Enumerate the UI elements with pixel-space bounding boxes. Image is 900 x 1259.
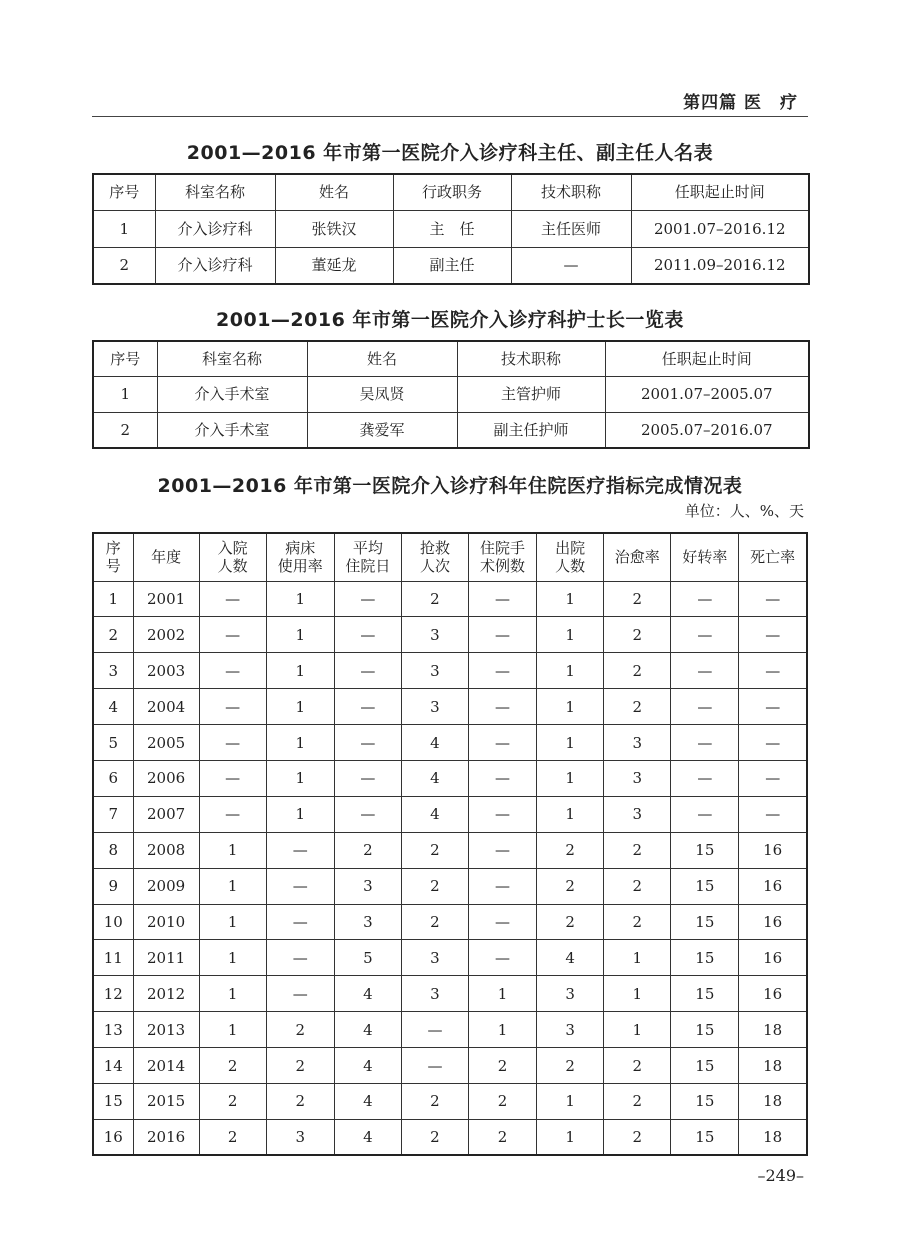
table-cell: — xyxy=(739,796,807,832)
table-cell: 16 xyxy=(739,832,807,868)
table-cell: 1 xyxy=(199,976,266,1012)
column-header-line: 住院手 xyxy=(480,539,526,558)
column-header xyxy=(401,533,468,581)
table-cell: 2001.07–2016.12 xyxy=(631,210,809,247)
table-cell: — xyxy=(469,725,537,761)
table-cell: — xyxy=(739,653,807,689)
table-cell: 13 xyxy=(93,1012,133,1048)
table-cell: 15 xyxy=(671,904,739,940)
inpatient-indicators-table xyxy=(92,532,808,1156)
table-cell: 介入诊疗科 xyxy=(155,247,275,284)
table-row xyxy=(93,581,807,617)
table3-title: 2001—2016 年市第一医院介入诊疗科年住院医疗指标完成情况表 xyxy=(157,475,743,497)
table-cell: 2004 xyxy=(133,689,199,725)
table-cell: 4 xyxy=(537,940,604,976)
table-cell: 2011.09–2016.12 xyxy=(631,247,809,284)
table-cell: — xyxy=(469,904,537,940)
table-cell: 3 xyxy=(401,617,468,653)
table-cell: — xyxy=(334,760,401,796)
table-cell: — xyxy=(739,689,807,725)
table-cell: 4 xyxy=(401,796,468,832)
table-cell: 1 xyxy=(93,210,155,247)
table-cell: 3 xyxy=(334,868,401,904)
column-header-line: 好转率 xyxy=(682,548,728,567)
table-cell: 2 xyxy=(604,1083,671,1119)
table-cell: 15 xyxy=(671,868,739,904)
table-cell: 5 xyxy=(93,725,133,761)
table-cell: — xyxy=(199,581,266,617)
table-cell: 16 xyxy=(739,868,807,904)
table-cell: — xyxy=(334,725,401,761)
table-cell: 2001.07–2005.07 xyxy=(605,376,809,412)
column-header xyxy=(671,533,739,581)
table-cell: 1 xyxy=(604,976,671,1012)
table-cell: 副主任 xyxy=(393,247,511,284)
table-cell: — xyxy=(469,868,537,904)
table-cell: — xyxy=(334,581,401,617)
column-header-line: 治愈率 xyxy=(614,548,660,567)
table-cell: 1 xyxy=(604,1012,671,1048)
column-header-line: 序 xyxy=(105,539,121,558)
table-cell: 2 xyxy=(537,1048,604,1084)
table-cell: 16 xyxy=(739,940,807,976)
table-cell: — xyxy=(739,760,807,796)
table-cell: 11 xyxy=(93,940,133,976)
table-cell: — xyxy=(469,617,537,653)
table-cell: 2 xyxy=(604,832,671,868)
table-cell: 3 xyxy=(537,1012,604,1048)
table-cell: 2013 xyxy=(133,1012,199,1048)
table-cell: — xyxy=(469,796,537,832)
table-row xyxy=(93,412,809,448)
table-cell: 2 xyxy=(93,247,155,284)
table-cell: 1 xyxy=(93,581,133,617)
table-cell: 15 xyxy=(671,832,739,868)
table-cell: 15 xyxy=(671,940,739,976)
table-cell: 2005 xyxy=(133,725,199,761)
table-cell: 1 xyxy=(537,1119,604,1155)
table-cell: 18 xyxy=(739,1012,807,1048)
table-cell: — xyxy=(199,796,266,832)
table-cell: 2 xyxy=(401,1083,468,1119)
table-cell: 1 xyxy=(537,689,604,725)
table-cell: — xyxy=(266,904,334,940)
table-cell: 3 xyxy=(401,976,468,1012)
table-cell: 1 xyxy=(266,653,334,689)
table-cell: 6 xyxy=(93,760,133,796)
table-cell: — xyxy=(671,725,739,761)
column-header xyxy=(604,533,671,581)
table-cell: 1 xyxy=(199,940,266,976)
table-cell: 2 xyxy=(93,412,157,448)
table-cell: 1 xyxy=(537,653,604,689)
table-cell: 2009 xyxy=(133,868,199,904)
column-header: 任职起止时间 xyxy=(631,174,809,210)
table-cell: 18 xyxy=(739,1119,807,1155)
table-cell: 1 xyxy=(537,581,604,617)
table-cell: 18 xyxy=(739,1048,807,1084)
table-cell: 1 xyxy=(537,725,604,761)
column-header xyxy=(537,533,604,581)
table-cell: 18 xyxy=(739,1083,807,1119)
table-cell: 3 xyxy=(604,760,671,796)
table-row xyxy=(93,689,807,725)
column-header-line: 人数 xyxy=(555,557,586,576)
table-cell: 1 xyxy=(266,689,334,725)
table-cell: 15 xyxy=(671,976,739,1012)
table-cell: 2 xyxy=(469,1083,537,1119)
table-cell: 2 xyxy=(604,1048,671,1084)
table-cell: 3 xyxy=(401,689,468,725)
table-row xyxy=(93,725,807,761)
column-header-line: 年度 xyxy=(151,548,182,567)
column-header: 姓名 xyxy=(275,174,393,210)
table-cell: — xyxy=(199,725,266,761)
column-header-line: 人次 xyxy=(419,557,450,576)
table-cell: 介入诊疗科 xyxy=(155,210,275,247)
table-cell: — xyxy=(401,1048,468,1084)
table-cell: 2 xyxy=(266,1048,334,1084)
table-cell: — xyxy=(739,725,807,761)
table-cell: 1 xyxy=(537,617,604,653)
table-cell: 1 xyxy=(266,796,334,832)
column-header: 序号 xyxy=(93,174,155,210)
table-cell: 2 xyxy=(401,868,468,904)
table-cell: 2 xyxy=(537,904,604,940)
column-header: 序号 xyxy=(93,341,157,376)
table-cell: 2006 xyxy=(133,760,199,796)
column-header-line: 病床 xyxy=(285,539,316,558)
column-header: 行政职务 xyxy=(393,174,511,210)
table-cell: 1 xyxy=(266,760,334,796)
table-cell: 吴凤贤 xyxy=(307,376,457,412)
table-row xyxy=(93,617,807,653)
table-cell: 2012 xyxy=(133,976,199,1012)
table-cell: 2 xyxy=(604,868,671,904)
table-cell: — xyxy=(469,653,537,689)
table-row xyxy=(93,796,807,832)
column-header-line: 平均 xyxy=(352,539,383,558)
table-row xyxy=(93,940,807,976)
table-cell: 8 xyxy=(93,832,133,868)
table-cell: 15 xyxy=(671,1083,739,1119)
table-cell: — xyxy=(671,617,739,653)
table-cell: 12 xyxy=(93,976,133,1012)
table-cell: 2 xyxy=(199,1083,266,1119)
table-cell: 2011 xyxy=(133,940,199,976)
table-cell: — xyxy=(671,760,739,796)
table-cell: 主 任 xyxy=(393,210,511,247)
table-cell: 3 xyxy=(93,653,133,689)
table-cell: 1 xyxy=(199,832,266,868)
table-cell: 2002 xyxy=(133,617,199,653)
table-cell: 10 xyxy=(93,904,133,940)
column-header-line: 住院日 xyxy=(345,557,391,576)
table-cell: 2 xyxy=(604,1119,671,1155)
table-cell: 14 xyxy=(93,1048,133,1084)
table-cell: 2 xyxy=(537,868,604,904)
table-cell: 1 xyxy=(537,760,604,796)
table-cell: — xyxy=(266,868,334,904)
running-head-text: 第四篇 医 疗 xyxy=(683,93,798,113)
table-cell: 1 xyxy=(266,725,334,761)
table-cell: 张铁汉 xyxy=(275,210,393,247)
column-header xyxy=(739,533,807,581)
table-cell: — xyxy=(671,581,739,617)
table-cell: 1 xyxy=(266,581,334,617)
table-row xyxy=(93,760,807,796)
table-cell: 9 xyxy=(93,868,133,904)
table-cell: 主管护师 xyxy=(457,376,605,412)
table-cell: 4 xyxy=(334,1119,401,1155)
column-header: 科室名称 xyxy=(157,341,307,376)
table-cell: 3 xyxy=(401,653,468,689)
table-cell: 3 xyxy=(401,940,468,976)
table-cell: 16 xyxy=(739,976,807,1012)
table-cell: 2007 xyxy=(133,796,199,832)
head-nurse-table xyxy=(92,340,810,449)
column-header-line: 使用率 xyxy=(277,557,323,576)
column-header-line: 人数 xyxy=(217,557,248,576)
table-row xyxy=(93,868,807,904)
table-row xyxy=(93,1012,807,1048)
table-cell: 5 xyxy=(334,940,401,976)
table-cell: 1 xyxy=(537,796,604,832)
table-cell: 2 xyxy=(401,581,468,617)
table-cell: 2005.07–2016.07 xyxy=(605,412,809,448)
column-header-line: 入院 xyxy=(217,539,248,558)
table-cell: 2 xyxy=(604,904,671,940)
table-cell: 4 xyxy=(93,689,133,725)
table-cell: 15 xyxy=(671,1012,739,1048)
table-cell: 3 xyxy=(266,1119,334,1155)
table-cell: — xyxy=(469,832,537,868)
table-cell: — xyxy=(199,653,266,689)
table-cell: — xyxy=(334,653,401,689)
table-cell: — xyxy=(671,689,739,725)
column-header-line: 术例数 xyxy=(480,557,526,576)
table-row xyxy=(93,1119,807,1155)
table-row xyxy=(93,1048,807,1084)
table-cell: — xyxy=(469,940,537,976)
table-cell: — xyxy=(334,689,401,725)
table-cell: 2008 xyxy=(133,832,199,868)
table-cell: 4 xyxy=(334,1012,401,1048)
table-cell: 2 xyxy=(604,617,671,653)
table-cell: 7 xyxy=(93,796,133,832)
column-header xyxy=(266,533,334,581)
table-cell: 3 xyxy=(604,796,671,832)
column-header xyxy=(469,533,537,581)
table-cell: 2010 xyxy=(133,904,199,940)
table-cell: 15 xyxy=(671,1048,739,1084)
column-header: 技术职称 xyxy=(511,174,631,210)
table-cell: 1 xyxy=(469,976,537,1012)
table-cell: — xyxy=(334,796,401,832)
page-number: –249– xyxy=(757,1166,804,1185)
table-cell: 2 xyxy=(604,689,671,725)
table-cell: 1 xyxy=(93,376,157,412)
table-header-row xyxy=(93,341,809,376)
table-row xyxy=(93,653,807,689)
table-row xyxy=(93,247,809,284)
table-cell: 15 xyxy=(671,1119,739,1155)
table-cell: — xyxy=(199,760,266,796)
table-cell: — xyxy=(671,653,739,689)
table-header-row xyxy=(93,533,807,581)
table-cell: 2 xyxy=(334,832,401,868)
table-cell: 1 xyxy=(199,868,266,904)
table-cell: 2 xyxy=(537,832,604,868)
table-cell: — xyxy=(266,976,334,1012)
table-cell: 2001 xyxy=(133,581,199,617)
table-cell: — xyxy=(739,617,807,653)
table-cell: 2 xyxy=(604,653,671,689)
column-header xyxy=(334,533,401,581)
table-cell: 16 xyxy=(739,904,807,940)
table-cell: 2 xyxy=(469,1048,537,1084)
table-row xyxy=(93,210,809,247)
table-cell: 2 xyxy=(401,832,468,868)
table-cell: 2 xyxy=(266,1012,334,1048)
table-cell: 2 xyxy=(401,904,468,940)
table-cell: 2015 xyxy=(133,1083,199,1119)
table-cell: — xyxy=(199,617,266,653)
table-cell: — xyxy=(401,1012,468,1048)
table-cell: 4 xyxy=(401,725,468,761)
table-cell: 副主任护师 xyxy=(457,412,605,448)
table-cell: 15 xyxy=(93,1083,133,1119)
table2-title: 2001—2016 年市第一医院介入诊疗科护士长一览表 xyxy=(216,309,684,331)
table-cell: — xyxy=(469,760,537,796)
table-cell: 1 xyxy=(469,1012,537,1048)
table-cell: 2 xyxy=(469,1119,537,1155)
unit-note: 单位：人、%、天 xyxy=(684,502,804,520)
table-cell: — xyxy=(739,581,807,617)
table-cell: 3 xyxy=(334,904,401,940)
table-cell: 介入手术室 xyxy=(157,376,307,412)
table-cell: — xyxy=(199,689,266,725)
table-cell: 2 xyxy=(199,1119,266,1155)
column-header: 姓名 xyxy=(307,341,457,376)
table-cell: 1 xyxy=(537,1083,604,1119)
table-cell: — xyxy=(266,940,334,976)
table-cell: — xyxy=(671,796,739,832)
table-row xyxy=(93,976,807,1012)
table-cell: 2003 xyxy=(133,653,199,689)
table-cell: 1 xyxy=(266,617,334,653)
table-header-row xyxy=(93,174,809,210)
table-cell: 2 xyxy=(401,1119,468,1155)
column-header xyxy=(133,533,199,581)
table-cell: 3 xyxy=(604,725,671,761)
table-cell: 4 xyxy=(334,1083,401,1119)
column-header-line: 出院 xyxy=(555,539,586,558)
table-cell: 4 xyxy=(334,976,401,1012)
table-cell: — xyxy=(266,832,334,868)
column-header xyxy=(93,533,133,581)
table-row xyxy=(93,904,807,940)
column-header xyxy=(199,533,266,581)
table-cell: 2016 xyxy=(133,1119,199,1155)
table-cell: — xyxy=(469,581,537,617)
table-row xyxy=(93,1083,807,1119)
table-cell: 1 xyxy=(199,1012,266,1048)
table-cell: 董延龙 xyxy=(275,247,393,284)
table-cell: 2 xyxy=(93,617,133,653)
table-cell: 主任医师 xyxy=(511,210,631,247)
table-row xyxy=(93,376,809,412)
table-row xyxy=(93,832,807,868)
table-cell: 2014 xyxy=(133,1048,199,1084)
table-cell: 1 xyxy=(199,904,266,940)
column-header: 任职起止时间 xyxy=(605,341,809,376)
table-cell: 1 xyxy=(604,940,671,976)
table-cell: 4 xyxy=(401,760,468,796)
table-cell: 2 xyxy=(604,581,671,617)
table-cell: — xyxy=(511,247,631,284)
column-header-line: 号 xyxy=(105,557,121,576)
table-cell: 2 xyxy=(199,1048,266,1084)
table-cell: 3 xyxy=(537,976,604,1012)
table1-title: 2001—2016 年市第一医院介入诊疗科主任、副主任人名表 xyxy=(186,142,714,164)
running-head xyxy=(92,86,808,117)
table-cell: — xyxy=(469,689,537,725)
table-cell: 龚爱军 xyxy=(307,412,457,448)
table-cell: — xyxy=(334,617,401,653)
column-header: 科室名称 xyxy=(155,174,275,210)
directors-table xyxy=(92,173,810,285)
table-cell: 介入手术室 xyxy=(157,412,307,448)
column-header-line: 抢救 xyxy=(419,539,450,558)
table-cell: 2 xyxy=(266,1083,334,1119)
table-cell: 16 xyxy=(93,1119,133,1155)
table-cell: 4 xyxy=(334,1048,401,1084)
column-header: 技术职称 xyxy=(457,341,605,376)
column-header-line: 死亡率 xyxy=(750,548,796,567)
